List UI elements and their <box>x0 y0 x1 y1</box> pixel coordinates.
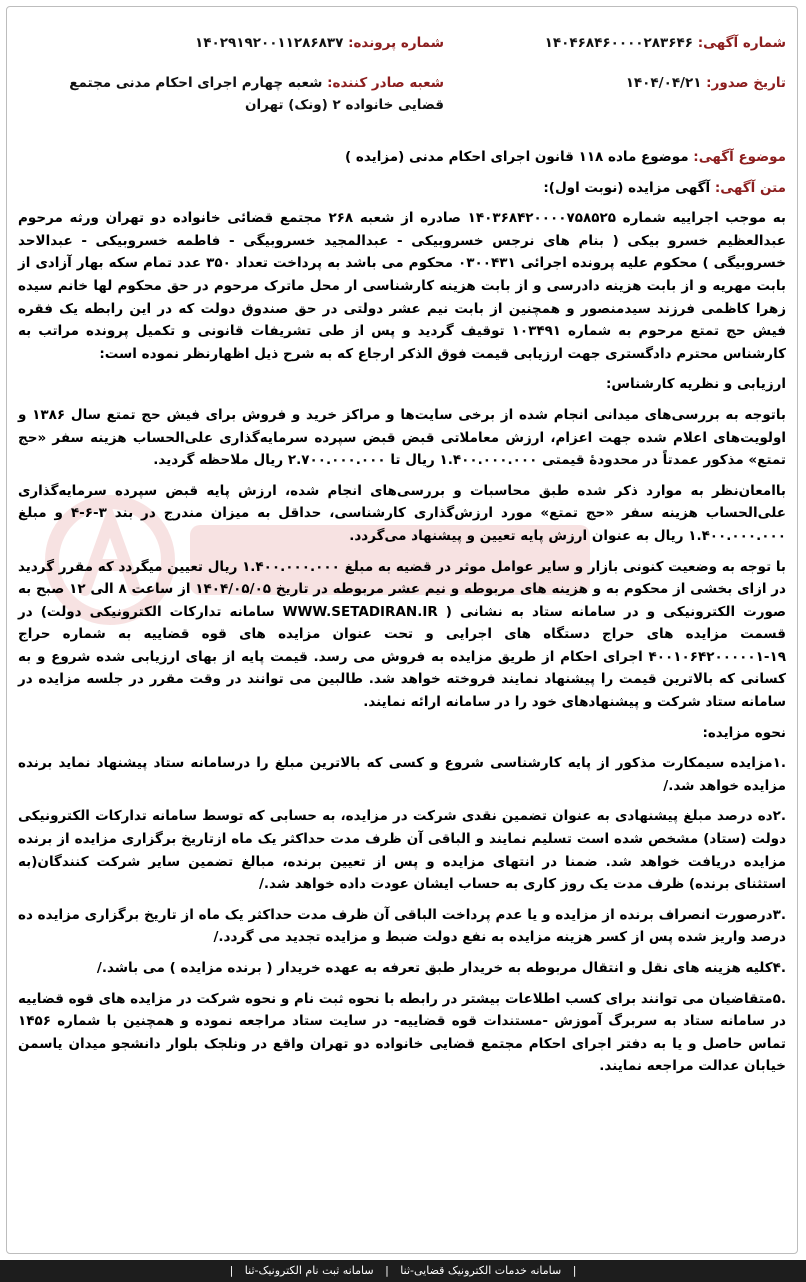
paragraph-rule-2: .۲ده درصد مبلغ پیشنهادی به عنوان تضمین نقدی شرکت در مزایده، به حسابی که توسط سامانه تدارکات الکترونیکی دولت (ستاد) مشخص شده است تسلیم نمایند و الباقی آن ظرف مدت حداکثر یک ماه ازتاریخ برگزاری مزایده از برنده مزایده دریافت خواهد شد. ضمنا در انتهای مزایده و پس از تعیین برنده، مبالغ تضمین سایر شرکت کنندگان(به استثنای برنده) ظرف مدت یک روز کاری به حساب ایشان عودت داده خواهد شد./ <box>18 808 786 893</box>
body-label: متن آگهی: <box>714 179 786 196</box>
paragraph-rule-5: .۵متقاضیان می توانند برای کسب اطلاعات بیشتر در رابطه با نحوه ثبت نام و نحوه شرکت در مزایده های قوه قضاییه در سامانه ستاد به سربرگ آموزش -مستندات قوه قضاییه- در سایت ستاد مراجعه نموده و همچنین با شماره ۱۴۵۶ تماس حاصل و یا به دفتر اجرای احکام مجتمع قضایی خانواده دو تهران واقع در ونلجک بلوار دانشجو میدان یاسمن خیابان عدالت مراجعه نمایند. <box>18 990 786 1075</box>
paragraph-auction-details: با توجه به وضعیت کنونی بازار و سایر عوامل موثر در قضیه به مبلغ ۱.۴۰۰.۰۰۰.۰۰۰ ریال تعیین میگردد که مقرر گردید در ازای بخشی از محکوم به و هزینه های مربوطه و نیم عشر مربوطه در تاریخ ۱۴۰۴/۰۵/۰۵ از ساعت ۸ الی ۱۲ صبح به صورت الکترونیکی و در سامانه ستاد به نشانی ( WWW.SETADIRAN.IR سامانه تدارکات الکترونیکی دولت) در قسمت مزایده های حراج دستگاه های اجرایی و تحت عنوان مزایده های قوه قضاییه به شماره حراج ۱۹-۴۰۰۱۰۶۴۲۰۰۰۰۰۱ اجرای احکام از طریق مزایده به فروش می رسد. قیمت پایه از بهای ارزیابی شده شروع و به کسانی که بالاترین قیمت را پیشنهاد نمایند فروخته خواهد شد. طالبین می توانند در وقت مقرر در جلسه مزایده در سامانه ستاد شرکت و پیشنهادهای خود را در سامانه ارائه نمایند. <box>18 558 786 711</box>
footer-separator: | <box>385 1264 389 1277</box>
file-number-value: ۱۴۰۲۹۱۹۲۰۰۱۱۲۸۶۸۳۷ <box>195 35 344 51</box>
paragraph-expert-heading: ارزیابی و نظریه کارشناس: <box>606 376 786 393</box>
issue-date-label: تاریخ صدور: <box>706 75 786 91</box>
subject-label: موضوع آگهی: <box>693 149 786 165</box>
footer-separator: | <box>572 1264 577 1277</box>
file-number-label: شماره پرونده: <box>348 35 444 51</box>
issue-date-row <box>626 72 786 94</box>
paragraph-intro: به موجب اجراییه شماره ۱۴۰۳۶۸۴۲۰۰۰۰۷۵۸۵۲۵ صادره از شعبه ۲۶۸ مجتمع قضائی خانواده دو تهران ورثه مرحوم عبدالعظیم خسرو بیکی ( بنام های نرجس خسروبیکی - عبدالمجید خسروبیگی - فاطمه خسروبیکی - عبدالاحد خسروبیگی ) محکوم علیه پرونده اجرائی ۰۳۰۰۴۳۱ محکوم می باشد به پرداخت تعداد ۳۵۰ عدد تمام سکه بهار آزادی از بابت مهریه و از بابت هزینه دادرسی و از بابت هزینه کارشناسی ار محل ماترک مرحوم در حق محکوم لها خانم سیده زهرا کاظمی فرزند سیدمنصور و همچنین از بابت نیم عشر دولتی در حق صندوق دولت که در این رابطه یک فقره فیش حج تمتع مرحوم به شماره ۱۰۳۴۹۱ توقیف گردید و پس از طی تشریفات قانونی و تکمیل پرونده مراتب به کارشناس محترم دادگستری جهت ارزیابی قیمت فوق الذکر ارجاع که به شرح ذیل اظهارنظر نموده است: <box>18 210 787 362</box>
paragraph-expert-2: باامعان‌نظر به موارد ذکر شده طبق محاسبات و بررسی‌های انجام شده، ارزش پایه قبض سپرده سرمایه‌گذاری علی‌الحساب هزینه سفر «حج تمتع» مورد ارزش‌گذاری کارشناسی، حداقل به میزان مندرج در بند ۳-۶-۴ و مبلغ ۱.۴۰۰.۰۰۰.۰۰۰ ریال به عنوان ارزش پایه تعیین و پیشنهاد می‌گردد. <box>18 482 786 544</box>
footer-link-sana-registration[interactable]: سامانه ثبت نام الکترونیک-ثنا <box>244 1264 374 1277</box>
paragraph-rule-4: .۴کلیه هزینه های نقل و انتقال مربوطه به خریدار طبق تعرفه به عهده خریدار ( برنده مزایده ) می باشد./ <box>96 960 786 976</box>
subject-row <box>18 146 786 169</box>
body-header-row <box>18 177 786 200</box>
issuer-value: شعبه چهارم اجرای احکام مدنی مجتمع قضایی خانواده ۲ (ونک) تهران <box>69 75 444 113</box>
notice-number-value: ۱۴۰۴۶۸۴۶۰۰۰۰۲۸۳۶۴۶ <box>544 35 693 51</box>
notice-content <box>18 146 786 1086</box>
footer-link-sana-services[interactable]: سامانه خدمات الکترونیک قضایی-ثنا <box>400 1264 562 1277</box>
footer-separator: | <box>229 1264 234 1277</box>
issue-date-value: ۱۴۰۴/۰۴/۲۱ <box>625 75 702 91</box>
footer-bar <box>0 1260 806 1282</box>
file-number-row <box>34 32 444 54</box>
paragraph-method-heading: نحوه مزایده: <box>702 724 786 741</box>
paragraph-rule-3: .۳درصورت انصراف برنده از مزایده و یا عدم پرداخت الباقی آن ظرف مدت حداکثر یک ماه از تاریخ برگزاری مزایده ده درصد واریز شده پس از کسر هزینه مزایده به نفع دولت ضبط و مزایده تجدید می گردد./ <box>18 906 786 946</box>
paragraph-rule-1: .۱مزایده سیمکارت مذکور از پایه کارشناسی شروع و کسی که بالاترین مبلغ را درسامانه ستاد پیشنهاد نماید برنده مزایده خواهد شد./ <box>18 755 786 794</box>
subject-value: موضوع ماده ۱۱۸ قانون اجرای احکام مدنی (مزایده ) <box>345 149 689 165</box>
notice-number-row <box>545 32 786 54</box>
paragraph-expert-1: باتوجه به بررسی‌های میدانی انجام شده از برخی سایت‌ها و مراکز خرید و فروش برای فیش حج تمتع سال ۱۳۸۶ و اولویت‌های اعلام شده جهت اعزام، ارزش معاملاتی قبض قبض سپرده سرمایه‌گذاری علی‌الحساب هزینه سفر «حج تمتع» مذکور عمدتاً در محدودهٔ قیمتی ۱.۴۰۰.۰۰۰.۰۰۰ ریال تا ۲.۷۰۰.۰۰۰.۰۰۰ ریال ملاحظه گردید. <box>18 406 787 469</box>
issuer-row <box>34 72 444 116</box>
issuer-label: شعبه صادر کننده: <box>327 75 444 91</box>
notice-number-label: شماره آگهی: <box>697 35 786 51</box>
body-title: آگهی مزایده (نوبت اول): <box>543 179 711 196</box>
